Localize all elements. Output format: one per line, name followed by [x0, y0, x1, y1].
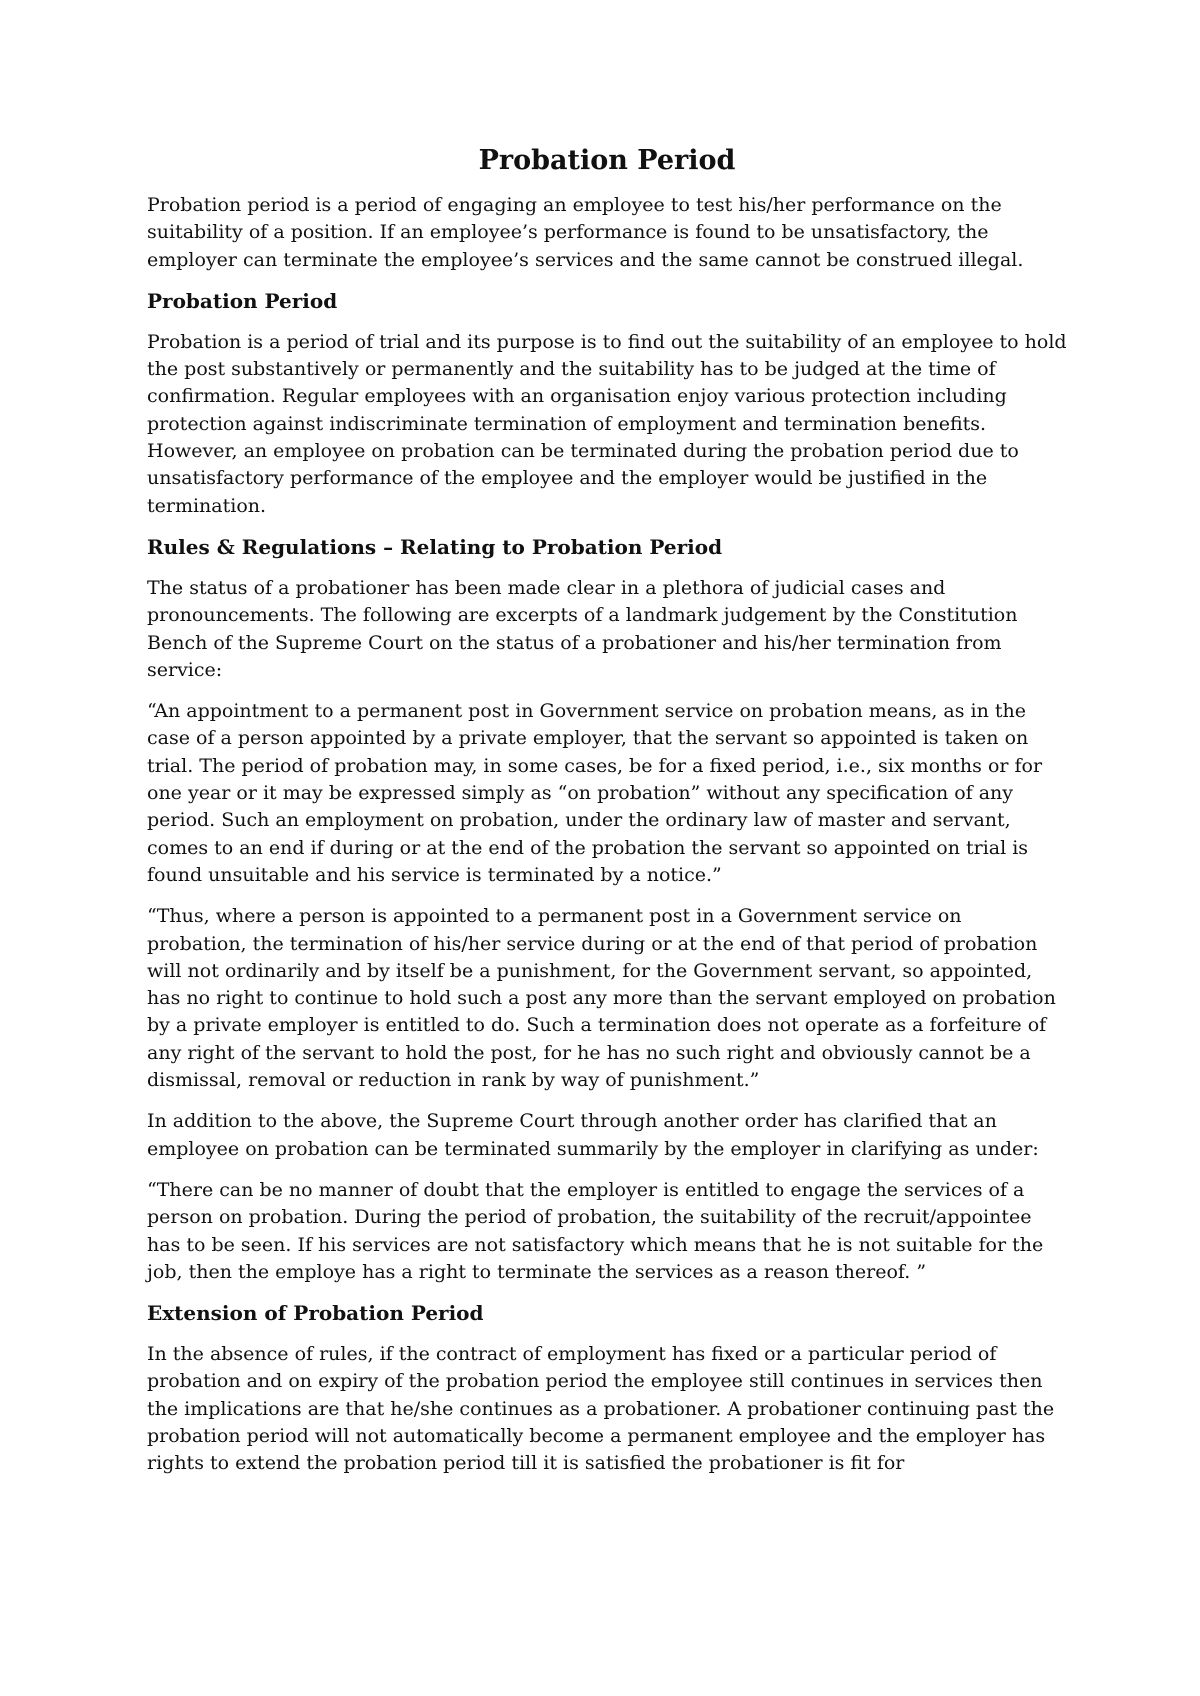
- document-page: [147, 140, 1067, 1492]
- section-heading-rules-regulations: Rules & Regulations – Relating to Probation Period: [147, 534, 723, 559]
- section-heading-extension: Extension of Probation Period: [147, 1301, 484, 1326]
- section-paragraph: Probation is a period of trial and its purpose is to find out the suitability of an employee to hold the post substantively or permanently and the suitability has to be judged at the time of confirmation. Regular employees with an organisation enjoy various protection including protection against indiscriminate termination of employment and termination benefits. However, an employee on probation can be terminated during the probation period due to unsatisfactory performance of the employee and the employer would be justified in the termination.: [147, 330, 1067, 517]
- intro-paragraph: Probation period is a period of engaging an employee to test his/her performance on the suitability of a position. If an employee’s performance is found to be unsatisfactory, the employer can terminate the employee’s services and the same cannot be construed illegal.: [147, 194, 1024, 271]
- quote-paragraph: “Thus, where a person is appointed to a permanent post in a Government service on probation, the termination of his/her service during or at the end of that period of probation will not ordinarily and by itself be a punishment, for the Government servant, so appointed, has no right to continue to hold such a post any more than the servant employed on probation by a private employer is entitled to do. Such a termination does not operate as a forfeiture of any right of the servant to hold the post, for he has no such right and obviously cannot be a dismissal, removal or reduction in rank by way of punishment.”: [147, 905, 1056, 1092]
- section-heading-probation-period: Probation Period: [147, 288, 338, 313]
- section-paragraph: In the absence of rules, if the contract of employment has fixed or a particular period of probation and on expiry of the probation period the employee still continues in services then the implications are that he/she continues as a probationer. A probationer continuing past the probation period will not automatically become a permanent employee and the employer has rights to extend the probation period till it is satisfied the probationer is fit for: [147, 1343, 1055, 1475]
- quote-paragraph: “There can be no manner of doubt that the employer is entitled to engage the services of a person on probation. During the period of probation, the suitability of the recruit/appointee has to be seen. If his services are not satisfactory which means that he is not suitable for the job, then the employe has a right to terminate the services as a reason thereof. ”: [147, 1178, 1044, 1283]
- quote-paragraph: “An appointment to a permanent post in Government service on probation means, as in the case of a person appointed by a private employer, that the servant so appointed is taken on trial. The period of probation may, in some cases, be for a fixed period, i.e., six months or for one year or it may be expressed simply as “on probation” without any specification of any period. Such an employment on probation, under the ordinary law of master and servant, comes to an end if during or at the end of the probation the servant so appointed on trial is found unsuitable and his service is terminated by a notice.”: [147, 700, 1043, 886]
- section-paragraph: The status of a probationer has been made clear in a plethora of judicial cases and pronouncements. The following are excerpts of a landmark judgement by the Constitution Bench of the Supreme Court on the status of a probationer and his/her termination from service:: [147, 576, 1018, 681]
- section-paragraph: In addition to the above, the Supreme Court through another order has clarified that an employee on probation can be terminated summarily by the employer in clarifying as under:: [147, 1110, 1039, 1160]
- document-title: Probation Period: [478, 145, 736, 176]
